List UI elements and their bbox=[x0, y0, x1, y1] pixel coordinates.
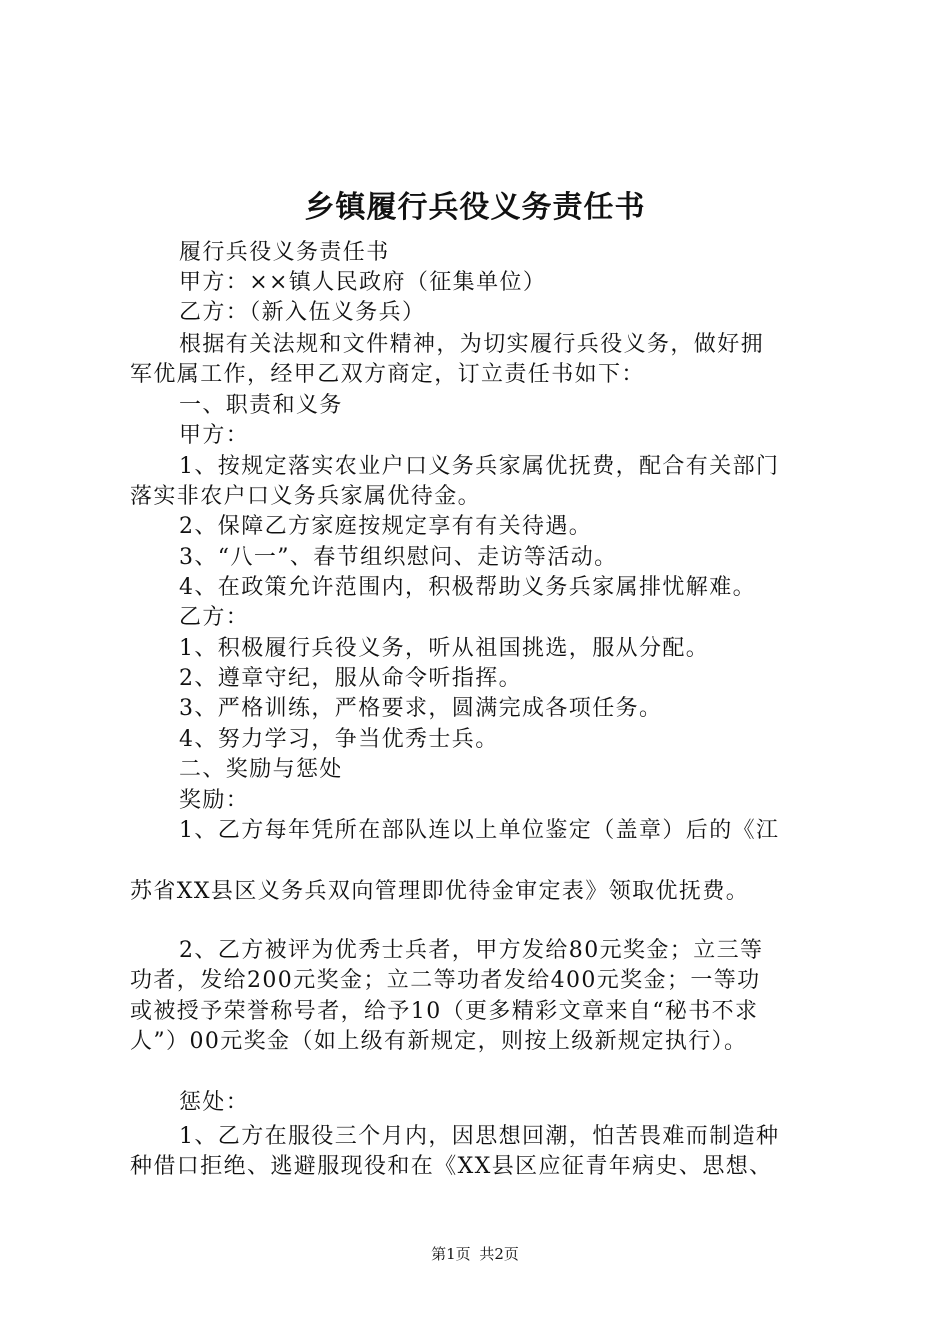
paragraph-line: 1、按规定落实农业户口义务兵家属优抚费，配合有关部门 bbox=[179, 454, 780, 479]
paragraph-line: 3、严格训练，严格要求，圆满完成各项任务。 bbox=[179, 696, 663, 721]
paragraph-line: 3、“八一”、春节组织慰问、走访等活动。 bbox=[179, 545, 618, 570]
page-total: 共2页 bbox=[479, 1245, 519, 1263]
page-number: 第1页 bbox=[431, 1245, 471, 1263]
paragraph-line: 苏省XX县区义务兵双向管理即优待金审定表》领取优抚费。 bbox=[130, 879, 750, 904]
document-title: 乡镇履行兵役义务责任书 bbox=[304, 190, 646, 225]
paragraph-line: 2、乙方被评为优秀士兵者，甲方发给80元奖金；立三等 bbox=[179, 938, 764, 963]
subsection-label: 乙方： bbox=[179, 605, 250, 630]
paragraph-line: 1、乙方在服役三个月内，因思想回潮，怕苦畏难而制造种 bbox=[179, 1124, 780, 1149]
paragraph-line: 种借口拒绝、逃避服现役和在《XX县区应征青年病史、思想、 bbox=[130, 1154, 773, 1179]
paragraph-line: 军优属工作，经甲乙双方商定，订立责任书如下： bbox=[130, 362, 645, 387]
paragraph-line: 2、保障乙方家庭按规定享有有关待遇。 bbox=[179, 514, 593, 539]
paragraph-line: 2、遵章守纪，服从命令听指挥。 bbox=[179, 666, 522, 691]
party-b-line: 乙方：（新入伍义务兵） bbox=[179, 300, 426, 325]
paragraph-line: 1、乙方每年凭所在部队连以上单位鉴定（盖章）后的《江 bbox=[179, 818, 780, 843]
paragraph-line: 或被授予荣誉称号者，给予10（更多精彩文章来自“秘书不求 bbox=[130, 999, 759, 1024]
paragraph-line: 人”）00元奖金（如上级有新规定，则按上级新规定执行）。 bbox=[130, 1029, 748, 1054]
paragraph-line: 根据有关法规和文件精神，为切实履行兵役义务，做好拥 bbox=[179, 332, 765, 357]
section-heading: 二、奖励与惩处 bbox=[179, 757, 343, 782]
page-footer bbox=[0, 1243, 950, 1265]
subsection-label: 甲方： bbox=[179, 423, 250, 448]
paragraph-line: 1、积极履行兵役义务，听从祖国挑选，服从分配。 bbox=[179, 636, 710, 661]
paragraph-line: 落实非农户口义务兵家属优待金。 bbox=[130, 484, 482, 509]
paragraph-line: 4、在政策允许范围内，积极帮助义务兵家属排忧解难。 bbox=[179, 575, 756, 600]
party-a-line: 甲方：××镇人民政府（征集单位） bbox=[179, 270, 547, 295]
paragraph-line: 功者，发给200元奖金；立二等功者发给400元奖金；一等功 bbox=[130, 968, 761, 993]
paragraph-line: 4、努力学习，争当优秀士兵。 bbox=[179, 727, 499, 752]
subtitle-line: 履行兵役义务责任书 bbox=[179, 240, 390, 265]
subsection-label: 奖励： bbox=[179, 788, 250, 813]
subsection-label: 惩处： bbox=[179, 1090, 250, 1115]
section-heading: 一、职责和义务 bbox=[179, 393, 343, 418]
